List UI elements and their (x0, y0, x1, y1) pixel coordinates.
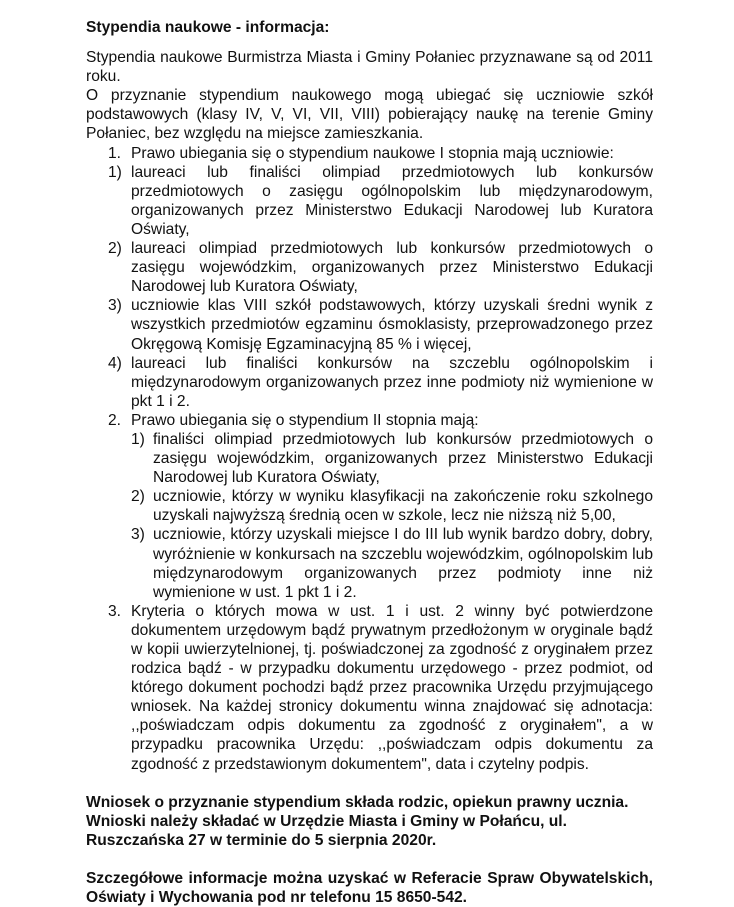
list-item (131, 487, 653, 525)
section-text: Prawo ubiegania się o stypendium II stopnia mają: (131, 411, 479, 429)
item-number: 2) (108, 240, 122, 258)
section-3 (86, 602, 653, 774)
spacer (86, 774, 653, 793)
section-2 (86, 411, 653, 602)
item-number: 2) (131, 488, 145, 506)
section-number: 1. (108, 144, 122, 162)
section-text: Kryteria o których mowa w ust. 1 i ust. 2 winny być potwierdzone dokumentem urzędowym bądź prywatnym przedłożonym w oryginale bądź w kopii uwierzytelnionej, tj. poświadczonej za zgodność z oryginałem przez rodzica bądź - w przypadku dokumentu urzędowego - przez podmiot, od którego dokument pochodzi bądź przez pracownika Urzędu przyjmującego wniosek. Na każdej stronicy dokumentu winna znajdować się adnotacja: ,,poświadczam odpis dokumentu za zgodność z oryginałem", a w przypadku pracownika Urzędu: ,,poświadczam odpis dokumentu za zgodność z przedstawionym dokumentem", data i czytelny podpis. (131, 602, 653, 773)
list-item (131, 525, 653, 601)
list-item (86, 296, 653, 353)
item-text: uczniowie, którzy w wyniku klasyfikacji na zakończenie roku szkolnego uzyskali najwyższą średnią ocen w szkole, lecz nie niższą niż 5,00, (153, 488, 653, 525)
item-text: laureaci olimpiad przedmiotowych lub konkursów przedmiotowych o zasięgu wojewódzkim, organizowanych przez Ministerstwo Edukacji Narodowej lub Kuratora Oświaty, (131, 240, 653, 296)
item-number: 3) (108, 297, 122, 315)
item-text: finaliści olimpiad przedmiotowych lub konkursów przedmiotowych o zasięgu wojewódzkim, organizowanych przez Ministerstwo Edukacji Narodowej lub Kuratora Oświaty, (153, 430, 653, 487)
item-number: 3) (131, 526, 145, 544)
section-1-items (108, 163, 653, 411)
contact-info: Szczegółowe informacje można uzyskać w Referacie Spraw Obywatelskich, Oświaty i Wychowania pod nr telefonu 15 8650-542. (86, 869, 653, 907)
list-item (86, 354, 653, 411)
list-item (86, 239, 653, 296)
item-text: uczniowie klas VIII szkół podstawowych, którzy uzyskali średni wynik z wszystkich przedmiotów egzaminu ósmoklasisty, przeprowadzonego przez Okręgową Komisję Egzaminacyjną 85 % i więcej, (131, 297, 653, 353)
criteria-list (86, 144, 653, 774)
item-number: 1) (131, 430, 145, 448)
application-info-line-1: Wniosek o przyznanie stypendium składa rodzic, opiekun prawny ucznia. (86, 793, 629, 811)
item-text: laureaci lub finaliści konkursów na szczeblu ogólnopolskim i międzynarodowym organizowanych przez inne podmioty niż wymienione w pkt 1 i 2. (131, 354, 653, 410)
section-number: 2. (108, 411, 122, 429)
section-text: Prawo ubiegania się o stypendium naukowe I stopnia mają uczniowie: (131, 144, 614, 162)
intro-paragraph-1: Stypendia naukowe Burmistrza Miasta i Gminy Połaniec przyznawane są od 2011 roku. (86, 49, 653, 86)
spacer (86, 850, 653, 869)
section-2-items (131, 430, 653, 602)
list-item (131, 430, 653, 487)
list-item (86, 163, 653, 239)
application-info-line-2: Wnioski należy składać w Urzędzie Miasta i Gminy w Połańcu, ul. Ruszczańska 27 w terminie do 5 sierpnia 2020r. (86, 812, 567, 849)
document-page (86, 18, 653, 907)
intro-paragraph-2: O przyznanie stypendium naukowego mogą ubiegać się uczniowie szkół podstawowych (klasy IV, V, VI, VII, VIII) pobierający naukę na terenie Gminy Połaniec, bez względu na miejsce zamieszkania. (86, 87, 653, 143)
page-title: Stypendia naukowe - informacja: (86, 19, 330, 36)
item-number: 1) (108, 163, 122, 181)
section-1 (86, 144, 653, 411)
section-number: 3. (108, 602, 122, 620)
item-text: uczniowie, którzy uzyskali miejsce I do III lub wynik bardzo dobry, dobry, wyróżnienie w konkursach na szczeblu wojewódzkim, ogólnopolskim lub międzynarodowym organizowanych przez podmioty inne niż wymienione w ust. 1 pkt 1 i 2. (153, 526, 653, 601)
item-number: 4) (108, 354, 122, 372)
item-text: laureaci lub finaliści olimpiad przedmiotowych lub konkursów przedmiotowych o zasięgu ogólnopolskim lub międzynarodowym, organizowanych przez Ministerstwo Edukacji Narodowej lub Kuratora Oświaty, (131, 163, 653, 238)
